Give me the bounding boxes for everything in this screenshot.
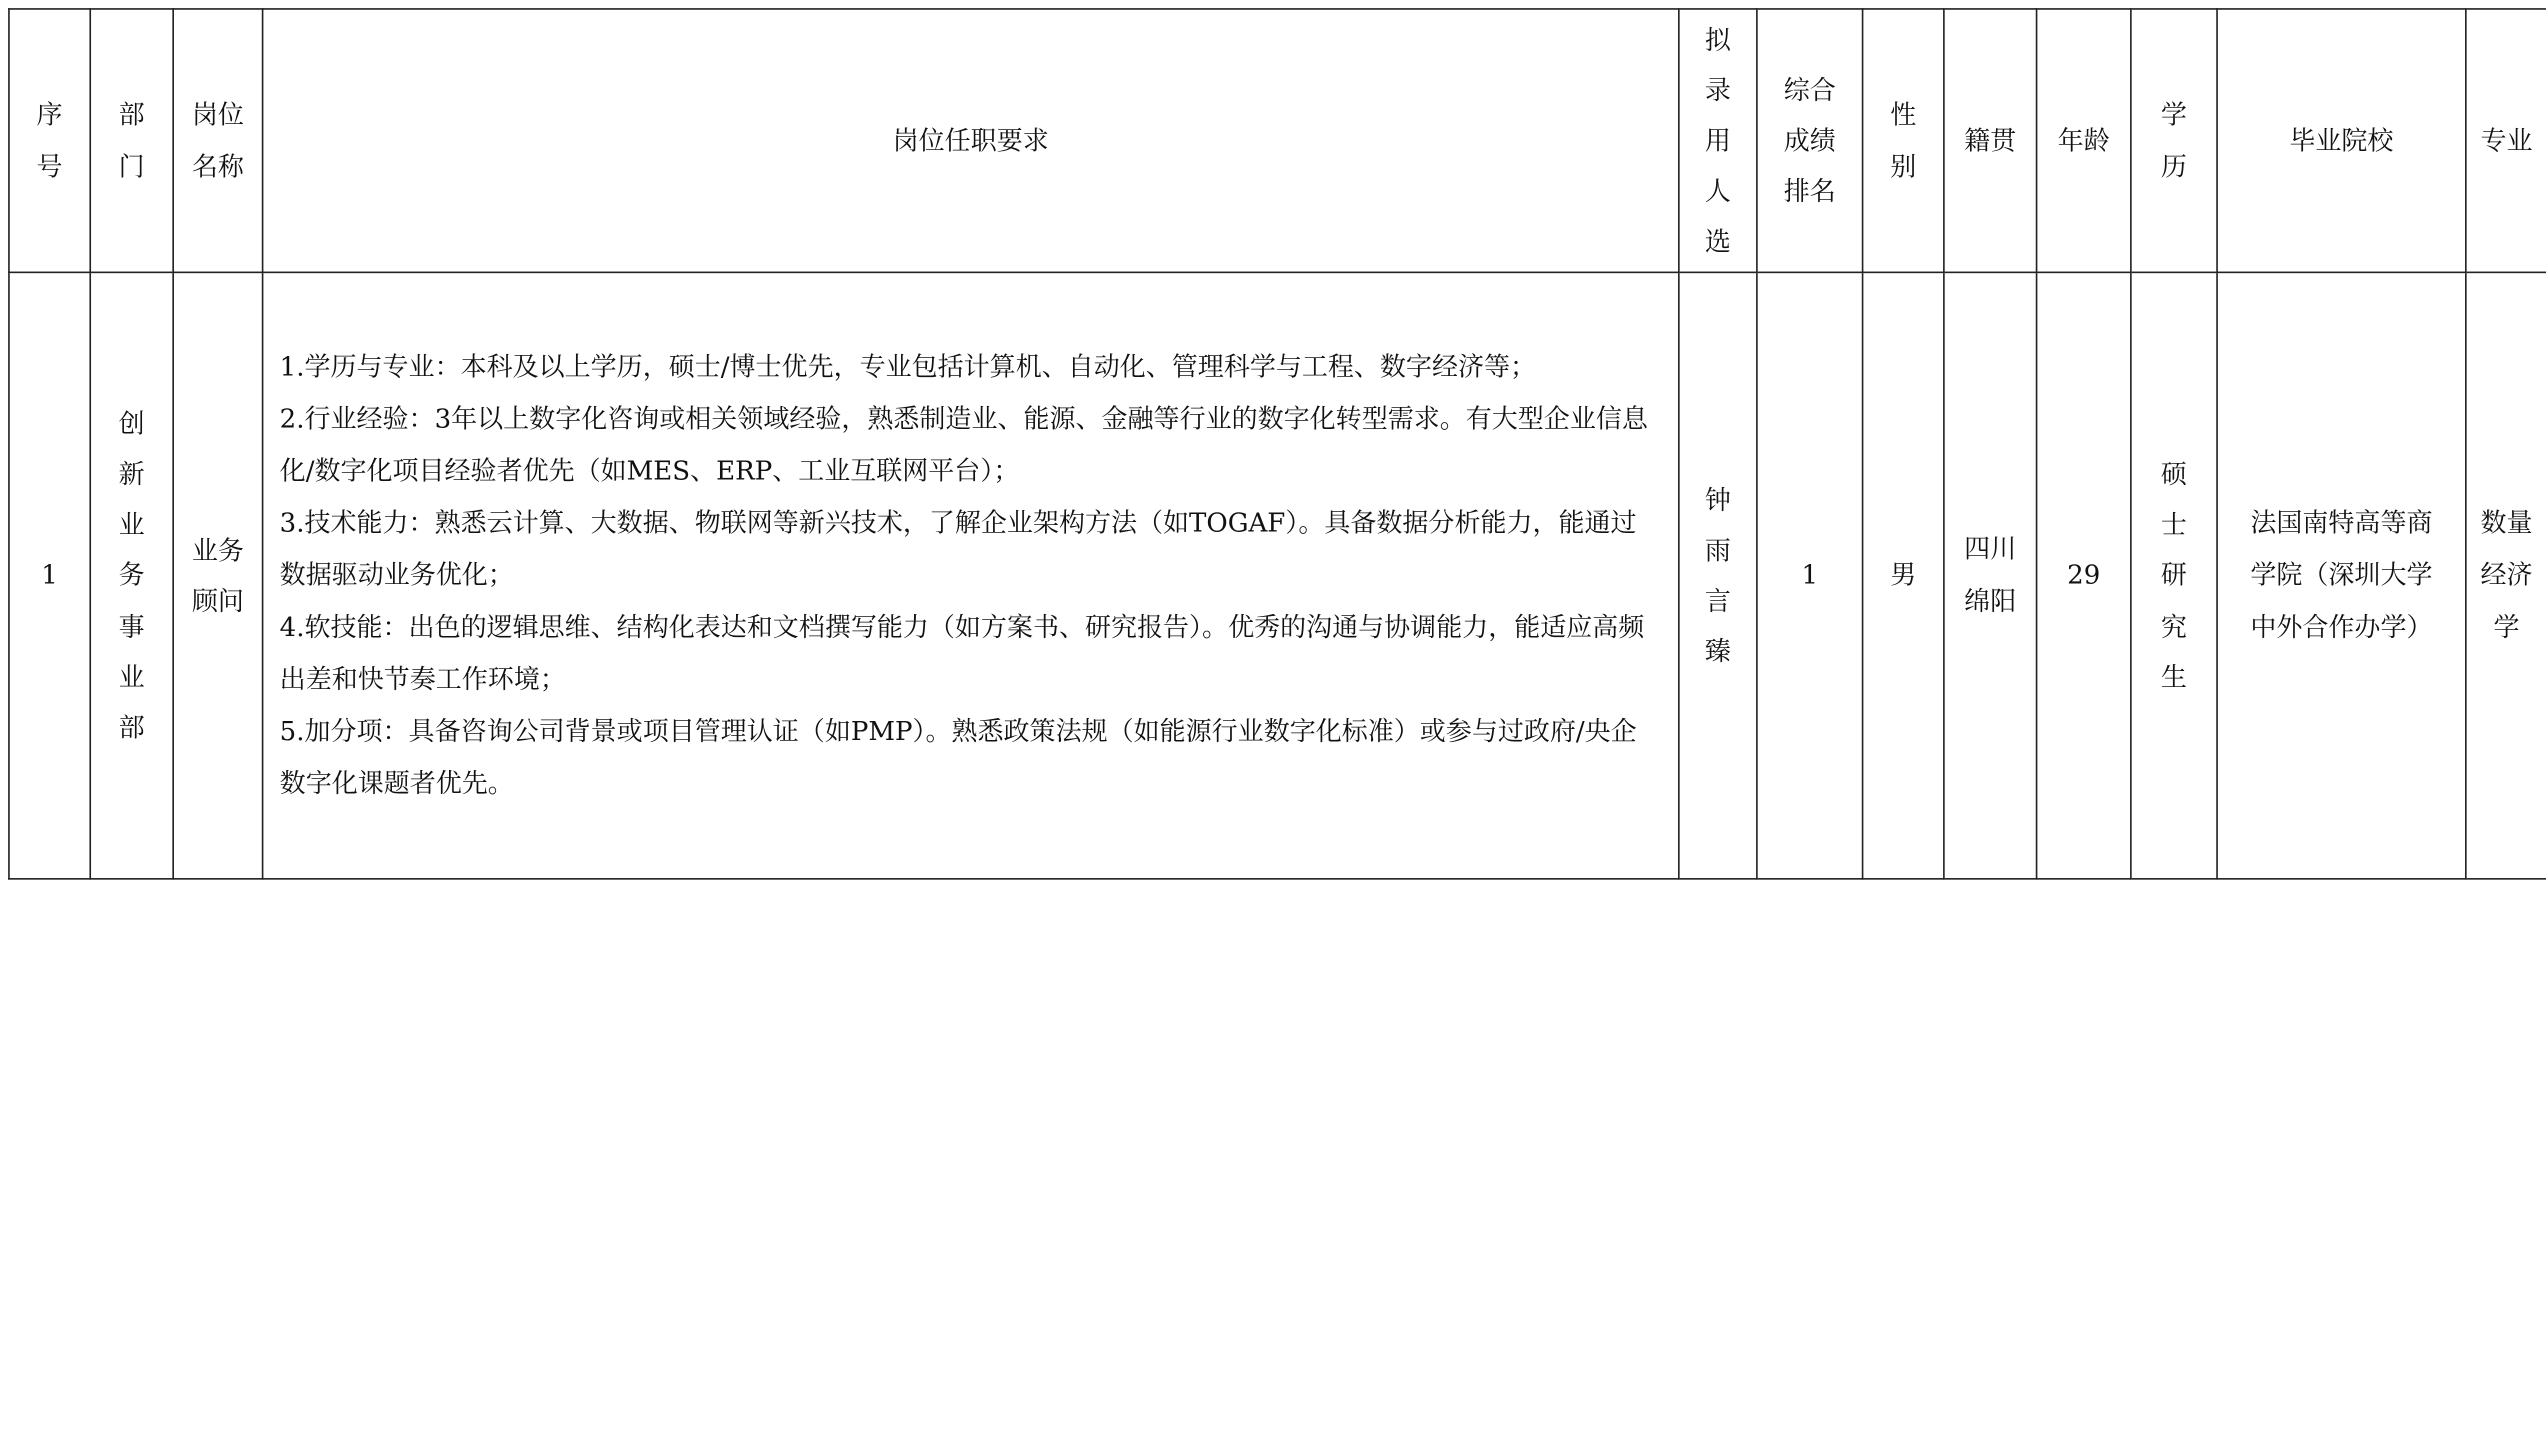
cell-age: 29: [2037, 272, 2131, 878]
requirement-item: 4.软技能：出色的逻辑思维、结构化表达和文档撰写能力（如方案书、研究报告）。优秀的沟通与协调能力，能适应高频出差和快节奏工作环境；: [279, 611, 1645, 695]
recruitment-table: [8, 8, 2546, 880]
cell-school: 法国南特高等商 学院（深圳大学 中外合作办学）: [2217, 272, 2466, 878]
cell-candidate: 钟 雨 言 臻: [1679, 272, 1757, 878]
cell-department: 创 新 业 务 事 业 部: [90, 272, 173, 878]
header-rank: 综合 成绩 排名: [1757, 9, 1863, 272]
requirement-item: 3.技术能力：熟悉云计算、大数据、物联网等新兴技术，了解企业架构方法（如TOGAF）。具备数据分析能力，能通过数据驱动业务优化；: [279, 507, 1637, 591]
header-major: 专业: [2466, 9, 2546, 272]
header-index: 序 号: [9, 9, 90, 272]
header-school: 毕业院校: [2217, 9, 2466, 272]
cell-gender: 男: [1863, 272, 1944, 878]
cell-rank: 1: [1757, 272, 1863, 878]
requirement-item: 1.学历与专业：本科及以上学历，硕士/博士优先，专业包括计算机、自动化、管理科学与工程、数字经济等；: [279, 351, 1537, 383]
cell-index: 1: [9, 272, 90, 878]
requirement-item: 5.加分项：具备咨询公司背景或项目管理认证（如PMP）。熟悉政策法规（如能源行业数字化标准）或参与过政府/央企数字化课题者优先。: [279, 715, 1637, 799]
header-requirements: 岗位任职要求: [263, 9, 1679, 272]
header-department: 部 门: [90, 9, 173, 272]
header-age: 年龄: [2037, 9, 2131, 272]
header-education: 学 历: [2131, 9, 2217, 272]
header-row: [9, 9, 2546, 272]
header-position-name: 岗位 名称: [173, 9, 262, 272]
cell-major: 数量 经济 学: [2466, 272, 2546, 878]
header-origin: 籍贯: [1944, 9, 2037, 272]
cell-position-name: 业务 顾问: [173, 272, 262, 878]
cell-education: 硕 士 研 究 生: [2131, 272, 2217, 878]
requirement-item: 2.行业经验：3年以上数字化咨询或相关领域经验，熟悉制造业、能源、金融等行业的数字化转型需求。有大型企业信息化/数字化项目经验者优先（如MES、ERP、工业互联网平台）；: [279, 403, 1648, 487]
header-gender: 性 别: [1863, 9, 1944, 272]
cell-requirements: [263, 272, 1679, 878]
header-candidate: 拟 录 用 人 选: [1679, 9, 1757, 272]
table-row: [9, 272, 2546, 878]
cell-origin: 四川 绵阳: [1944, 272, 2037, 878]
